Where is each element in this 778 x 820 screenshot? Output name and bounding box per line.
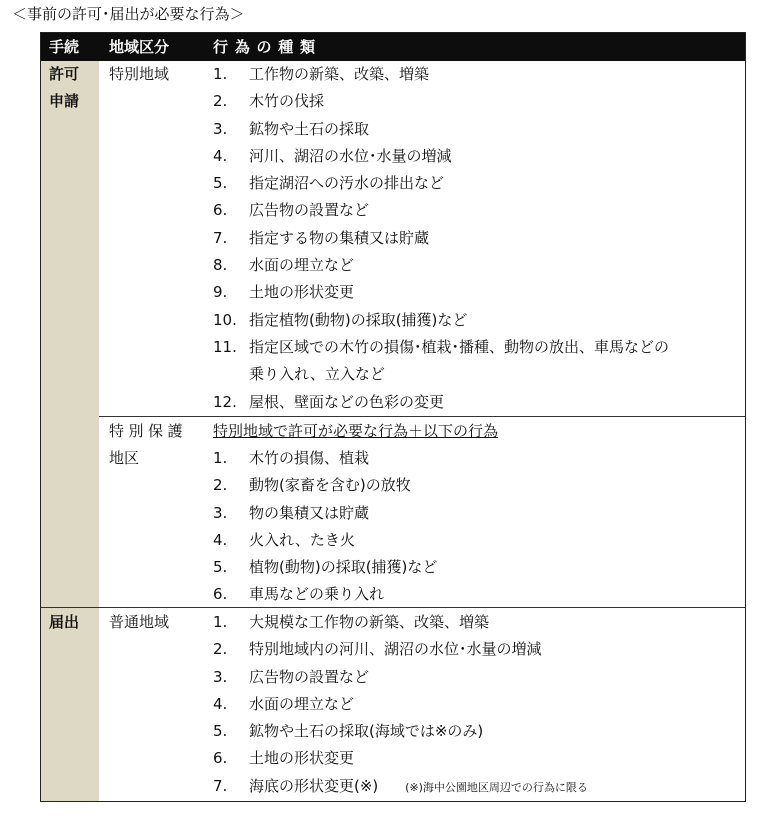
item-text: 指定植物(動物)の採取(捕獲)など xyxy=(249,310,468,329)
item-text: 指定湖沼への汚水の排出など xyxy=(249,174,445,193)
item-text: 水面の埋立など xyxy=(249,694,355,713)
item-text: 車馬などの乗り入れ xyxy=(249,585,385,604)
procedure-column xyxy=(41,61,99,801)
list-item xyxy=(213,197,669,224)
list-item xyxy=(213,143,669,170)
item-text: 鉱物や土石の採取(海域では※のみ) xyxy=(249,722,484,741)
item-text: 大規模な工作物の新築、改築、増築 xyxy=(249,613,490,631)
list-item xyxy=(213,445,437,472)
item-text: 木竹の伐採 xyxy=(249,92,325,111)
item-text: 動物(家畜を含む)の放牧 xyxy=(249,476,411,495)
list-item xyxy=(213,252,669,279)
item-number: 9. xyxy=(213,283,228,302)
list-item xyxy=(213,718,588,745)
list-item xyxy=(213,609,588,636)
item-number: 7. xyxy=(213,228,228,247)
item-number: 2. xyxy=(213,92,228,111)
list-item xyxy=(213,554,437,581)
list-item xyxy=(213,225,669,252)
item-number: 10. xyxy=(213,310,237,329)
list-item xyxy=(213,691,588,718)
item-text: 火入れ、たき火 xyxy=(249,530,355,549)
item-number: 8. xyxy=(213,256,228,275)
area-special: 特別地域 xyxy=(109,65,170,83)
item-number: 7. xyxy=(213,776,228,795)
list-item xyxy=(213,61,669,88)
item-number: 3. xyxy=(213,503,228,522)
list-item xyxy=(213,636,588,663)
area-special-protection-line2: 地区 xyxy=(109,449,140,467)
item-number: 2. xyxy=(213,640,228,659)
item-text: 広告物の設置など xyxy=(249,201,370,220)
divider-special-protection xyxy=(99,416,745,417)
item-number: 4. xyxy=(213,146,228,165)
item-number: 5. xyxy=(213,722,228,741)
item-number: 11. xyxy=(213,337,237,356)
item-text: 木竹の損傷、植栽 xyxy=(249,449,370,467)
list-item xyxy=(213,664,588,691)
list-item xyxy=(213,500,437,527)
list-item xyxy=(213,773,588,801)
item-number: 3. xyxy=(213,667,228,686)
item-number: 4. xyxy=(213,694,228,713)
item-text: 指定する物の集積又は貯蔵 xyxy=(249,228,430,247)
procedure-notification: 届出 xyxy=(49,613,80,631)
item-number: 1. xyxy=(213,613,228,631)
procedure-permit-line1: 許可 xyxy=(49,65,80,83)
footnote: (※)海中公園地区周辺での行為に限る xyxy=(405,780,588,794)
item-number: 1. xyxy=(213,449,228,467)
list-item xyxy=(213,307,669,334)
item-text: 土地の形状変更 xyxy=(249,749,355,768)
list-item xyxy=(213,389,669,416)
item-text: 物の集積又は貯蔵 xyxy=(249,503,370,522)
item-number: 6. xyxy=(213,585,228,604)
item-number: 4. xyxy=(213,530,228,549)
item-number: 5. xyxy=(213,558,228,577)
item-text: 特別地域内の河川、湖沼の水位･水量の増減 xyxy=(249,640,542,659)
item-number: 6. xyxy=(213,749,228,768)
item-number: 3. xyxy=(213,119,228,138)
item-number: 2. xyxy=(213,476,228,495)
item-text: 鉱物や土石の採取 xyxy=(249,119,370,138)
list-item xyxy=(213,745,588,772)
item-number: 6. xyxy=(213,201,228,220)
item-text: 海底の形状変更(※) xyxy=(249,776,379,795)
item-text: 屋根、壁面などの色彩の変更 xyxy=(249,392,445,411)
item-text-continued: 乗り入れ、立入など xyxy=(249,365,385,384)
list-item xyxy=(213,88,669,115)
special-protection-subheading: 特別地域で許可が必要な行為＋以下の行為 xyxy=(213,422,499,440)
item-text: 指定区域での木竹の損傷･植栽･播種、動物の放出、車馬などの xyxy=(249,337,670,356)
item-number: 12. xyxy=(213,392,237,411)
ordinary-area-list xyxy=(213,609,588,801)
list-item xyxy=(213,581,437,608)
item-text: 植物(動物)の採取(捕獲)など xyxy=(249,558,438,577)
list-item xyxy=(213,334,669,389)
special-protection-list xyxy=(213,445,437,609)
header-procedure: 手続 xyxy=(49,38,80,56)
area-ordinary: 普通地域 xyxy=(109,613,170,631)
item-text: 土地の形状変更 xyxy=(249,283,355,302)
list-item xyxy=(213,116,669,143)
list-item xyxy=(213,170,669,197)
list-item xyxy=(213,472,437,499)
regulated-acts-table xyxy=(40,32,746,802)
procedure-permit-line2: 申請 xyxy=(49,92,80,110)
table-caption: ＜事前の許可･届出が必要な行為＞ xyxy=(12,5,245,23)
list-item xyxy=(213,527,437,554)
special-area-list xyxy=(213,61,669,416)
area-special-protection-line1: 特別保護 xyxy=(109,422,188,440)
header-area: 地域区分 xyxy=(109,38,170,56)
header-acts: 行為の種類 xyxy=(213,38,322,56)
item-text: 河川、湖沼の水位･水量の増減 xyxy=(249,146,452,165)
item-number: 1. xyxy=(213,65,228,83)
item-text: 水面の埋立など xyxy=(249,256,355,275)
list-item xyxy=(213,279,669,306)
item-text: 広告物の設置など xyxy=(249,667,370,686)
item-text: 工作物の新築、改築、増築 xyxy=(249,65,430,83)
item-number: 5. xyxy=(213,174,228,193)
table-header xyxy=(41,33,745,61)
